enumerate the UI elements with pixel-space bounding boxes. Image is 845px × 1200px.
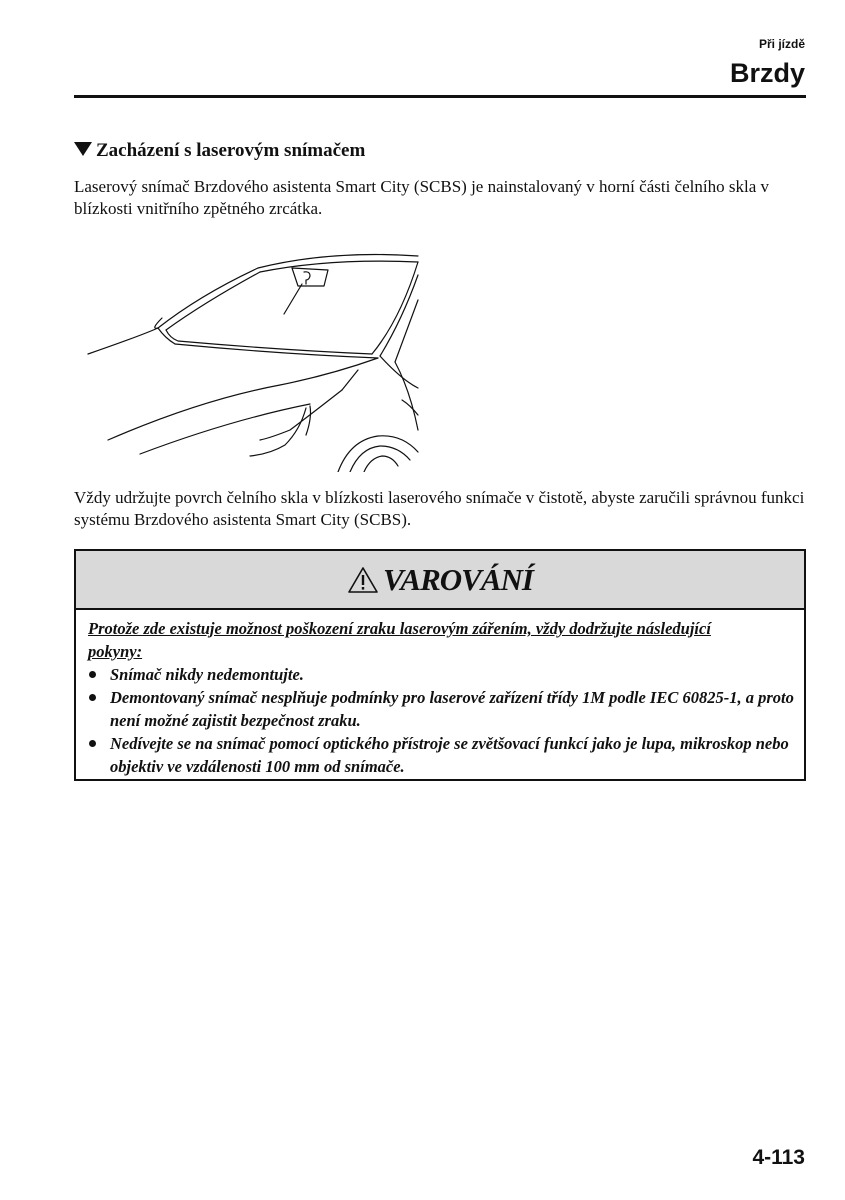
warning-box	[74, 549, 806, 781]
list-item: Demontovaný snímač nesplňuje podmínky pro laserové zařízení třídy 1M podle IEC 60825-1, a proto není možné zajistit bezpečnost zraku.	[88, 686, 794, 732]
section-title: Brzdy	[729, 58, 805, 88]
list-item: Snímač nikdy nedemontujte.	[88, 663, 794, 686]
warning-title: VAROVÁNÍ	[383, 561, 533, 597]
subheading	[74, 139, 365, 163]
warning-intro: Protože zde existuje možnost poškození zraku laserovým zářením, vždy dodržujte následující pokyny:	[88, 619, 711, 661]
paragraph-keep-clean: Vždy udržujte povrch čelního skla v blízkosti laserového snímače v čistotě, abyste zaručili správnou funkci systému Brzdového asistenta Smart City (SCBS).	[74, 488, 805, 529]
warning-header	[76, 551, 804, 610]
warning-body	[76, 610, 804, 778]
warning-triangle-icon	[347, 566, 379, 594]
list-item: Nedívejte se na snímač pomocí optického přístroje se zvětšovací funkcí jako je lupa, mikroskop nebo objektiv ve vzdálenosti 100 mm od snímače.	[88, 732, 794, 778]
triangle-down-icon	[74, 142, 92, 156]
warning-list	[88, 663, 794, 778]
paragraph-sensor-location: Laserový snímač Brzdového asistenta Smart City (SCBS) je nainstalovaný v horní části čelního skla v blízkosti vnitřního zpětného zrcátka.	[74, 177, 769, 218]
chapter-title: Při jízdě	[758, 37, 805, 51]
page-number: 4-113	[752, 1146, 805, 1169]
header-divider	[74, 95, 806, 98]
windshield-illustration	[80, 240, 425, 472]
subheading-text: Zacházení s laserovým snímačem	[96, 140, 366, 161]
